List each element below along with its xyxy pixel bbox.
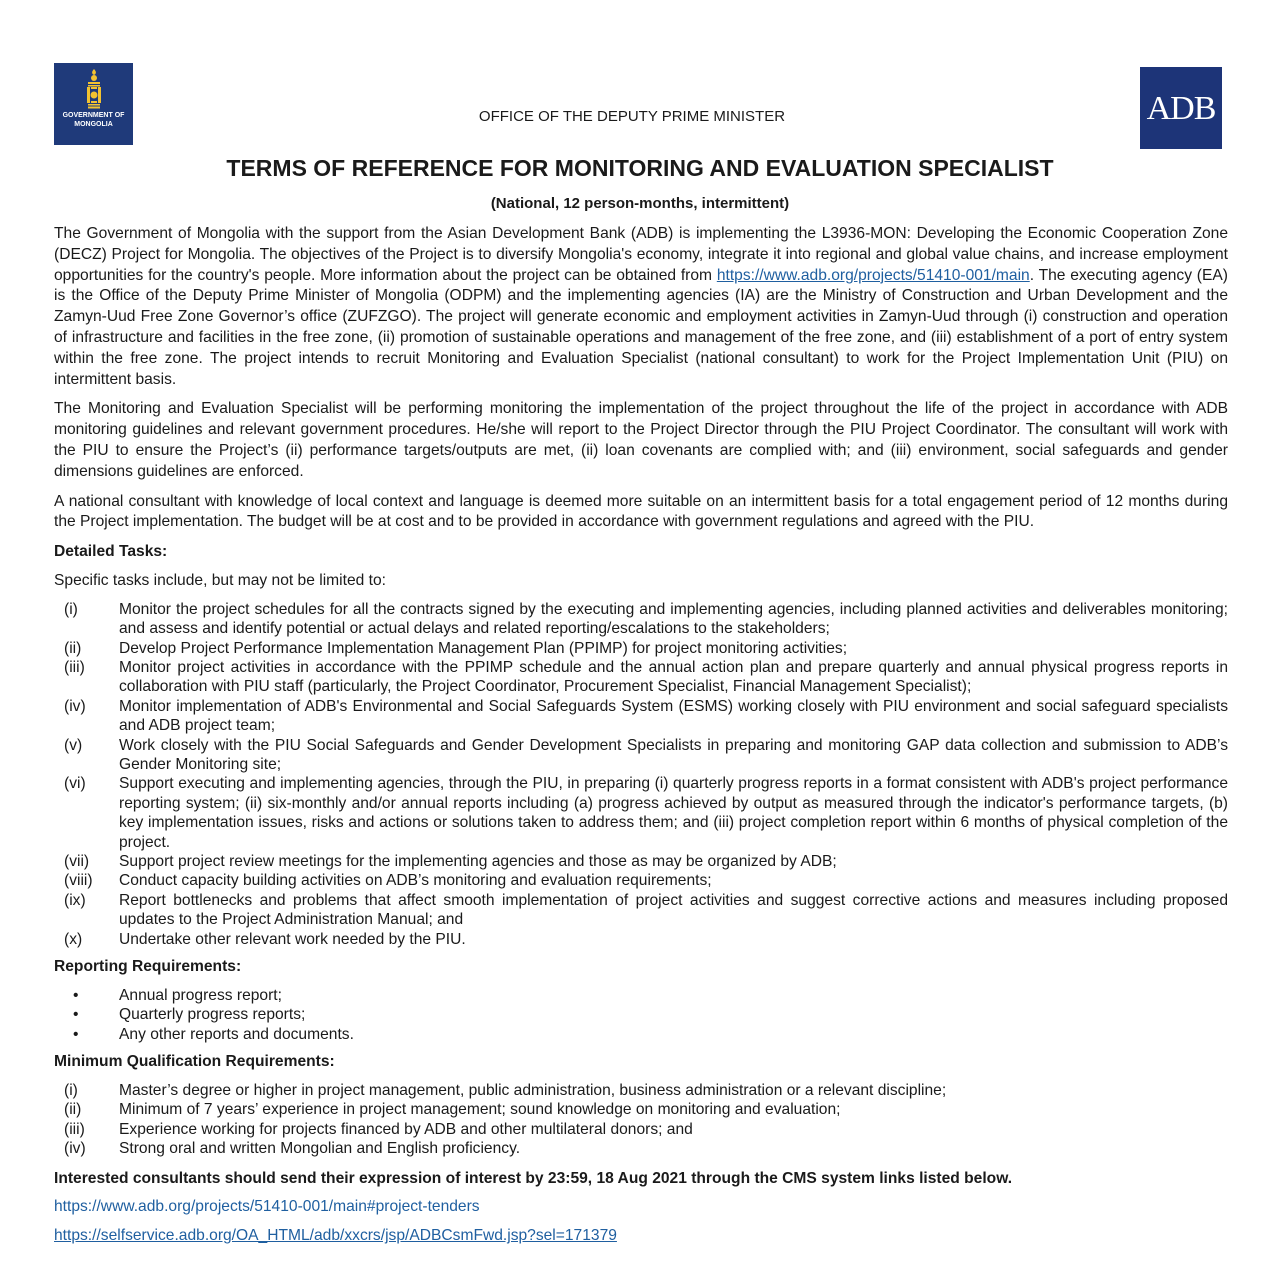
list-item: • Quarterly progress reports; bbox=[54, 1005, 1228, 1024]
document-body bbox=[54, 224, 1228, 1255]
adb-logo-text: ADB bbox=[1146, 90, 1216, 127]
list-item: (vi) Support executing and implementing agencies, through the PIU, in preparing (i) quarterly progress reports in a format consistent with ADB's project performance reporting system; (ii) six-monthly and/or annual reports including (a) progress achieved by output as measured through the indicator's performance targets, (b) key implementation issues, risks and actions or solutions taken to address them; and (iii) project completion report within 6 months of physical completion of the project. bbox=[64, 775, 1228, 851]
list-item: • Annual progress report; bbox=[54, 986, 1228, 1005]
list-item: (ix) Report bottlenecks and problems that affect smooth implementation of project activities and suggest corrective actions and measures including proposed updates to the Project Administration Manual; and bbox=[64, 891, 1228, 929]
intro-paragraph-2: The Monitoring and Evaluation Specialist will be performing monitoring the implementation of the project throughout the life of the project in accordance with ADB monitoring guidelines and relevant government procedures. He/she will report to the Project Director through the PIU Project Coordinator. The consultant will work with the PIU to ensure the Project’s (ii) performance targets/outputs are met, (ii) loan covenants are complied with; and (iii) environment, social safeguards and gender dimensions guidelines are enforced. bbox=[54, 400, 1228, 480]
list-item: (v) Work closely with the PIU Social Safeguards and Gender Development Specialists in preparing and monitoring GAP data collection and submission to ADB’s Gender Monitoring site; bbox=[64, 736, 1228, 773]
list-item: (iv) Strong oral and written Mongolian and English proficiency. bbox=[64, 1140, 521, 1158]
government-of-mongolia-logo bbox=[54, 63, 133, 145]
tasks-list bbox=[54, 600, 1228, 949]
list-item: (iv) Monitor implementation of ADB's Environmental and Social Safeguards System (ESMS) working closely with PIU environment and social safeguard specialists and ADB project team; bbox=[64, 697, 1228, 735]
bullet-icon: • bbox=[73, 1006, 79, 1024]
document-subtitle: (National, 12 person-months, intermittent) bbox=[490, 195, 790, 212]
soyombo-emblem-icon bbox=[83, 69, 105, 109]
document-title: TERMS OF REFERENCE FOR MONITORING AND EVALUATION SPECIALIST bbox=[226, 155, 1054, 181]
project-info-link[interactable]: https://www.adb.org/projects/51410-001/main bbox=[716, 266, 1030, 284]
intro-paragraph-1: The Government of Mongolia with the support from the Asian Development Bank (ADB) is implementing the L3936-MON: Developing the Economic Cooperation Zone (DECZ) Project for Mongolia. The objectives of the Project is to diversify Mongolia's economy, integrate it into regional and global value chains, and increase employment opportunities for the country's people. More information about the project can be obtained from https://www.adb.org/projects/51410-001/main. The executing agency (EA) is the Office of the Deputy Prime Minister of Mongolia (ODPM) and the implementing agencies (IA) are the Ministry of Construction and Urban Development and the Zamyn-Uud Free Zone Governor’s office (ZUFZGO). The project will generate economic and employment activities in Zamyn-Uud through (i) construction and operation of infrastructure and facilities in the free zone, (ii) promotion of sustainable operations and management of the free zone, and (iii) establishment of a port of entry system within the free zone. The project intends to recruit Monitoring and Evaluation Specialist (national consultant) to work for the Project Implementation Unit (PIU) on intermittent basis. bbox=[54, 225, 1228, 388]
adb-logo bbox=[1140, 67, 1222, 149]
list-item: (ii) Minimum of 7 years’ experience in project management; sound knowledge on monitoring and evaluation; bbox=[64, 1101, 841, 1119]
tasks-intro: Specific tasks include, but may not be limited to: bbox=[54, 571, 386, 589]
list-item: (i) Master’s degree or higher in project management, public administration, business administration or a relevant discipline; bbox=[64, 1081, 947, 1099]
list-item: (iii) Monitor project activities in accordance with the PPIMP schedule and the annual action plan and prepare quarterly and annual physical progress reports in collaboration with PIU staff (particularly, the Project Coordinator, Procurement Specialist, Financial Management Specialist); bbox=[64, 658, 1228, 696]
submission-deadline: Interested consultants should send their expression of interest by 23:59, 18 Aug 2021 through the CMS system links listed below. bbox=[54, 1169, 1013, 1187]
qualifications-list bbox=[54, 1081, 1228, 1159]
list-item: • Any other reports and documents. bbox=[54, 1025, 1228, 1044]
gov-logo-text: GOVERNMENT OF MONGOLIA bbox=[62, 112, 125, 128]
list-item: (viii) Conduct capacity building activities on ADB’s monitoring and evaluation requirements; bbox=[64, 872, 712, 890]
reporting-requirements-heading: Reporting Requirements: bbox=[54, 958, 242, 976]
qualification-requirements-heading: Minimum Qualification Requirements: bbox=[54, 1053, 335, 1071]
detailed-tasks-heading: Detailed Tasks: bbox=[54, 543, 168, 561]
list-item: (vii) Support project review meetings for the implementing agencies and those as may be organized by ADB; bbox=[64, 853, 837, 871]
bullet-icon: • bbox=[73, 1025, 79, 1043]
cms-selfservice-link[interactable]: https://selfservice.adb.org/OA_HTML/adb/xxcrs/jsp/ADBCsmFwd.jsp?sel=171379 bbox=[54, 1227, 617, 1245]
office-name: OFFICE OF THE DEPUTY PRIME MINISTER bbox=[478, 108, 786, 125]
list-item: (iii) Experience working for projects financed by ADB and other multilateral donors; and bbox=[64, 1120, 693, 1138]
list-item: (x) Undertake other relevant work needed by the PIU. bbox=[64, 930, 466, 948]
bullet-icon: • bbox=[73, 986, 79, 1004]
intro-paragraph-3: A national consultant with knowledge of local context and language is deemed more suitable on an intermittent basis for a total engagement period of 12 months during the Project implementation. The budget will be at cost and to be provided in accordance with government regulations and agreed with the PIU. bbox=[54, 492, 1228, 531]
list-item: (ii) Develop Project Performance Implementation Management Plan (PPIMP) for project monitoring activities; bbox=[64, 639, 848, 657]
reporting-list bbox=[54, 986, 1228, 1044]
project-tenders-link[interactable]: https://www.adb.org/projects/51410-001/main#project-tenders bbox=[54, 1198, 480, 1216]
list-item: (i) Monitor the project schedules for all the contracts signed by the executing and implementing agencies, including planned activities and deliverables monitoring; and assess and identify potential or actual delays and related reporting/escalations to the stakeholders; bbox=[64, 600, 1228, 638]
